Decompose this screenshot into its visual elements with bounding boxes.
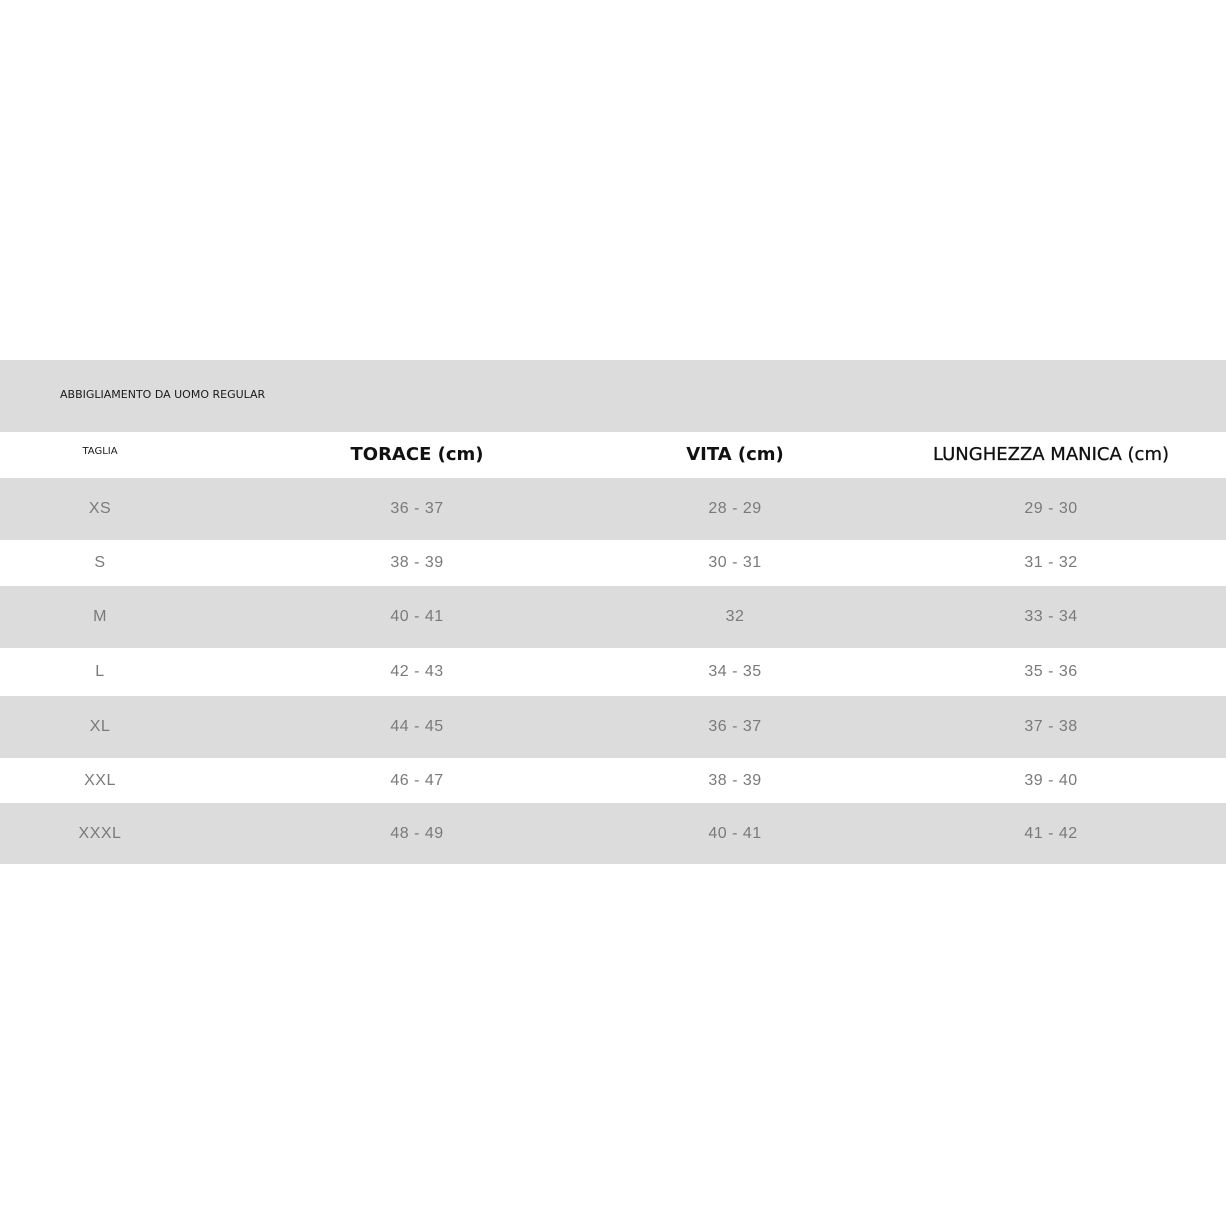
cell-size: L: [95, 663, 105, 680]
cell-chest: 36 - 37: [390, 500, 444, 517]
cell-waist: 32: [725, 608, 745, 625]
cell-sleeve: 31 - 32: [1024, 554, 1078, 571]
cell-sleeve: 35 - 36: [1024, 663, 1078, 680]
cell-sleeve: 37 - 38: [1024, 718, 1078, 735]
header-waist: VITA (cm): [686, 444, 784, 465]
cell-size: XS: [88, 500, 112, 517]
table-row: [0, 803, 1226, 864]
cell-waist: 36 - 37: [708, 718, 762, 735]
cell-size: XXXL: [78, 824, 122, 842]
chart-title: ABBIGLIAMENTO DA UOMO REGULAR: [60, 388, 266, 401]
table-row: [0, 478, 1226, 540]
table-row: [0, 540, 1226, 586]
chart-title-band: [0, 360, 1226, 432]
cell-chest: 46 - 47: [390, 771, 444, 789]
cell-chest: 42 - 43: [390, 663, 444, 680]
cell-sleeve: 33 - 34: [1024, 608, 1078, 625]
cell-size: XXL: [84, 771, 116, 789]
cell-chest: 48 - 49: [390, 824, 444, 842]
cell-size: M: [93, 608, 107, 625]
table-row: [0, 696, 1226, 758]
cell-waist: 34 - 35: [708, 663, 762, 680]
cell-chest: 38 - 39: [390, 554, 444, 571]
cell-waist: 38 - 39: [708, 771, 762, 789]
cell-sleeve: 41 - 42: [1024, 824, 1078, 842]
cell-size: XL: [89, 718, 111, 735]
cell-sleeve: 39 - 40: [1024, 771, 1078, 789]
cell-waist: 30 - 31: [708, 554, 762, 571]
cell-waist: 40 - 41: [708, 824, 762, 842]
header-size: TAGLIA: [82, 446, 118, 457]
cell-sleeve: 29 - 30: [1024, 500, 1078, 517]
cell-chest: 44 - 45: [390, 718, 444, 735]
header-sleeve: LUNGHEZZA MANICA (cm): [932, 444, 1170, 465]
header-chest: TORACE (cm): [350, 444, 484, 465]
table-row: [0, 648, 1226, 696]
table-row: [0, 586, 1226, 648]
cell-size: S: [94, 554, 106, 571]
cell-waist: 28 - 29: [708, 500, 762, 517]
size-chart-table: [0, 360, 1226, 864]
table-header-row: [0, 432, 1226, 478]
cell-chest: 40 - 41: [390, 608, 444, 625]
table-row: [0, 758, 1226, 803]
